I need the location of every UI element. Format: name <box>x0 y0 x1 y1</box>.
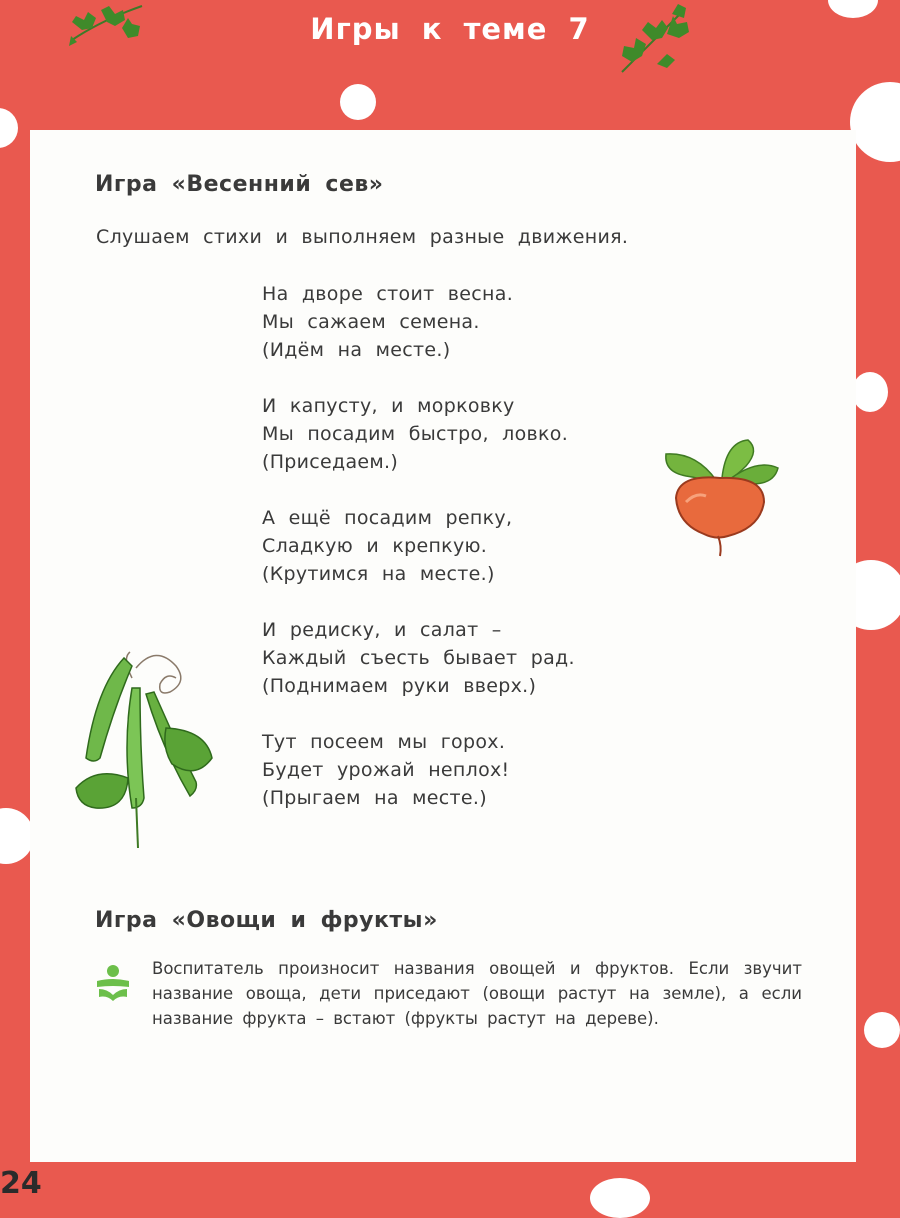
poem-instruction: (Приседаем.) <box>262 451 399 473</box>
pea-pod-icon <box>66 648 216 853</box>
poem-instruction: (Идём на месте.) <box>262 339 451 361</box>
polka-dot <box>850 82 900 162</box>
page-number: 24 <box>0 1166 42 1201</box>
poem-line: Будет урожай неплох! <box>262 759 510 781</box>
poem-line: Каждый съесть бывает рад. <box>262 647 575 669</box>
poem-stanza <box>262 728 509 812</box>
poem-line: На дворе стоит весна. <box>262 283 514 305</box>
poem-stanza <box>262 504 512 588</box>
person-plant-icon <box>95 963 131 1003</box>
page-header-title: Игры к теме 7 <box>310 12 590 46</box>
poem-line: И редиску, и салат – <box>262 619 502 641</box>
game-intro: Слушаем стихи и выполняем разные движения. <box>96 226 629 248</box>
polka-dot <box>852 372 888 412</box>
poem-line: И капусту, и морковку <box>262 395 515 417</box>
poem-stanza <box>262 392 568 476</box>
game-description: Воспитатель произносит названия овощей и фруктов. Если звучит название овоща, дети приседают (овощи растут на земле), а если название фрукта – встают (фрукты растут на дереве). <box>152 959 802 1028</box>
poem-line: Тут посеем мы горох. <box>262 731 506 753</box>
poem-line: Мы сажаем семена. <box>262 311 480 333</box>
poem-instruction: (Прыгаем на месте.) <box>262 787 487 809</box>
polka-dot <box>0 808 34 864</box>
poem-stanza <box>262 280 513 364</box>
polka-dot <box>590 1178 650 1218</box>
turnip-icon <box>656 432 786 557</box>
poem-instruction: (Поднимаем руки вверх.) <box>262 675 537 697</box>
poem-stanza <box>262 616 575 700</box>
poem-instruction: (Крутимся на месте.) <box>262 563 495 585</box>
game-title-spring-sowing: Игра «Весенний сев» <box>95 172 384 197</box>
polka-dot <box>864 1012 900 1048</box>
game-title-vegetables-fruits: Игра «Овощи и фрукты» <box>95 908 438 933</box>
poem-line: А ещё посадим репку, <box>262 507 513 529</box>
poem-line: Сладкую и крепкую. <box>262 535 488 557</box>
poem-line: Мы посадим быстро, ловко. <box>262 423 569 445</box>
polka-dot <box>0 108 18 148</box>
polka-dot <box>340 84 376 120</box>
